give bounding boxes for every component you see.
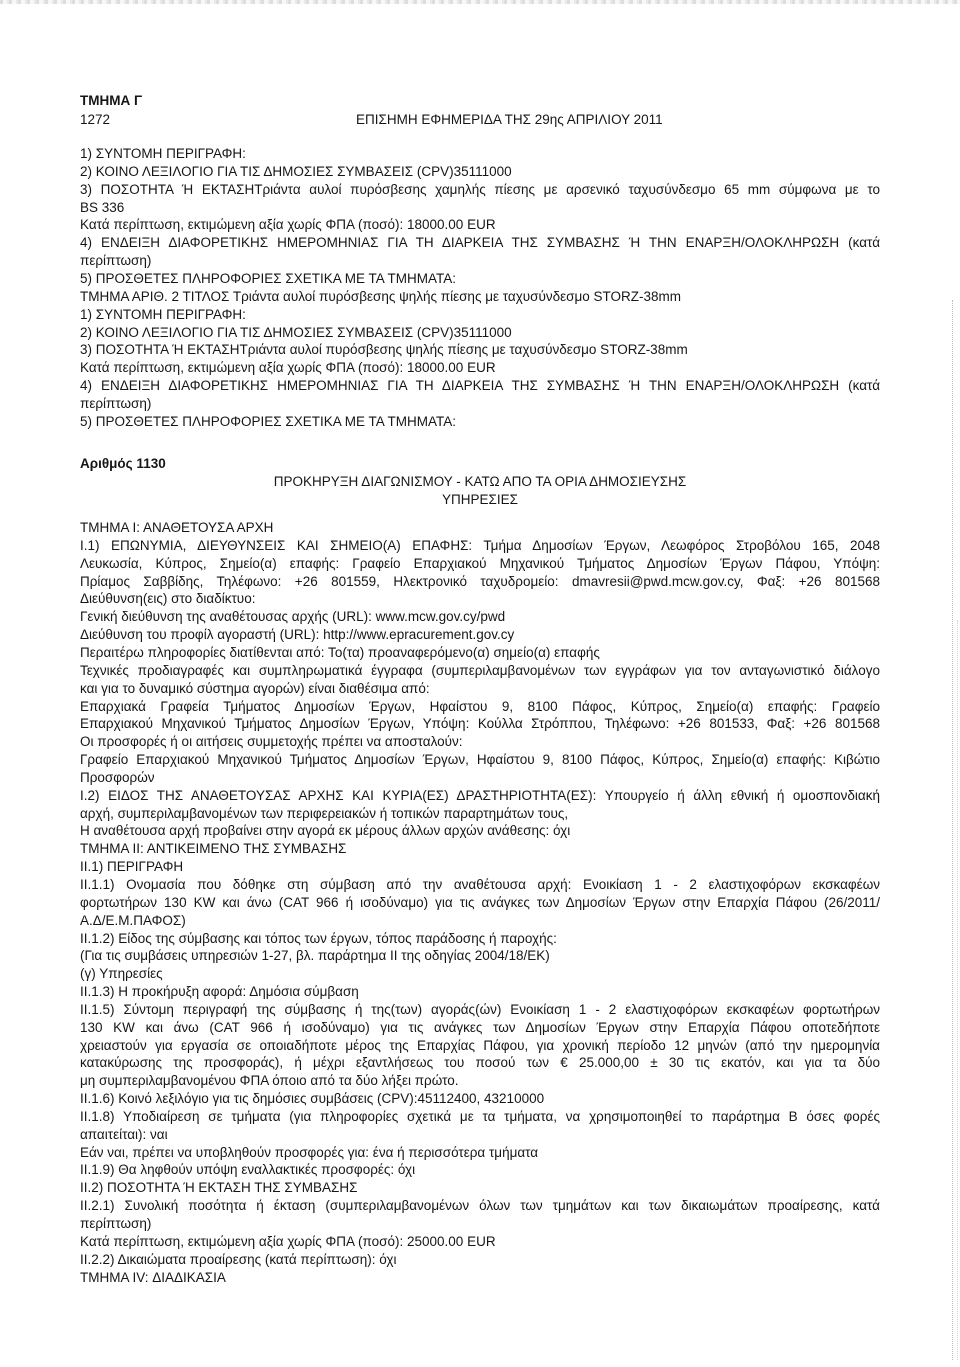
text-line: ΤΜΗΜΑ Ι: ΑΝΑΘΕΤΟΥΣΑ ΑΡΧΗ [80,520,274,536]
text-line: 4) ΕΝΔΕΙΞΗ ΔΙΑΦΟΡΕΤΙΚΗΣ ΗΜΕΡΟΜΗΝΙΑΣ ΓΙΑ ΤΗ ΔΙΑΡΚΕΙΑ ΤΗΣ ΣΥΜΒΑΣΗΣ Ή ΤΗΝ ΕΝΑΡΞΗ/ΟΛΟΚΛΗΡΩΣΗ (κατά [80,378,880,394]
text-line: μη συμπεριλαμβανομένου ΦΠΑ όποιο από τα δύο λήξει πρώτο. [80,1073,459,1089]
text-line: ΙΙ.1.9) Θα ληφθούν υπόψη εναλλακτικές προσφορές: όχι [80,1162,416,1178]
text-line: Κατά περίπτωση, εκτιμώμενη αξία χωρίς ΦΠΑ (ποσό): 18000.00 EUR [80,360,496,376]
notice-number: Αριθμός 1130 [80,456,166,471]
page-header [80,91,880,129]
text-line: ΙΙ.1.5) Σύντομη περιγραφή της σύμβασης ή της(των) αγοράς(ών) Ενοικίαση 1 - 2 ελαστιχοφόρων εκσκαφέων φορτωτήρων [80,1001,880,1017]
text-line: 1) ΣΥΝΤΟΜΗ ΠΕΡΙΓΡΑΦΗ: [80,306,246,322]
text-line: Ι.1) ΕΠΩΝΥΜΙΑ, ΔΙΕΥΘΥΝΣΕΙΣ ΚΑΙ ΣΗΜΕΙΟ(Α) ΕΠΑΦΗΣ: Τμήμα Δημοσίων Έργων, Λεωφόρος Στροβόλου 165, 2048 [80,537,880,553]
section-label: ΤΜΗΜΑ Γ [80,93,143,108]
text-line: Α.Δ/Ε.Μ.ΠΑΦΟΣ) [80,912,186,928]
text-line: Πρίαμος Σαββίδης, Τηλέφωνο: +26 801559, Ηλεκτρονικό ταχυδρομείο: dmavresii@pwd.mcw.gov.cy, Φαξ: +26 801568 [80,573,880,589]
notice-body-text [80,519,880,1286]
text-line: περίπτωση) [80,1216,152,1231]
text-line: BS 336 [80,199,125,215]
text-line: περίπτωση) [80,253,152,269]
text-line: Προσφορών [80,769,155,785]
header-row [80,110,880,129]
text-line: Διεύθυνση του προφίλ αγοραστή (URL): http://www.epracurement.gov.cy [80,627,515,643]
text-line: και για το δυναμικό σύστημα αγορών) είναι διαθέσιμα από: [80,680,430,696]
text-line: χρειαστούν για εργασία σε οποιαδήποτε μέρος της Επαρχίας Πάφου, για χρονική περίοδο 12 μηνών (από την ημερομηνία [80,1037,880,1053]
scan-edge-artifact [952,300,953,1360]
text-line: 3) ΠΟΣΟΤΗΤΑ Ή ΕΚΤΑΣΗΤριάντα αυλοί πυρόσβεσης ψηλής πίεσης με ταχυσύνδεσμο STORZ-38mm [80,342,688,358]
text-line: φορτωτήρων 130 KW και άνω (CAT 966 ή ισοδύναμο) για τις ανάγκες των Δημοσίων Έργων στην Επαρχία Πάφου (26/2011/ [80,894,880,910]
text-line: (γ) Υπηρεσίες [80,966,163,982]
text-line: αρχή, συμπεριλαμβανομένων των περιφερειακών ή τοπικών παραρτημάτων τους, [80,805,569,821]
text-line: 1) ΣΥΝΤΟΜΗ ΠΕΡΙΓΡΑΦΗ: [80,146,246,162]
text-line: Κατά περίπτωση, εκτιμώμενη αξία χωρίς ΦΠΑ (ποσό): 25000.00 EUR [80,1233,496,1249]
text-line: ΙΙ.2.1) Συνολική ποσότητα ή έκταση (συμπεριλαμβανομένων όλων των τμημάτων και των δικαιωμάτων προαίρεσης, κατά [80,1198,880,1214]
text-line: Γενική διεύθυνση της αναθέτουσας αρχής (URL): www.mcw.gov.cy/pwd [80,609,506,625]
text-line: 4) ΕΝΔΕΙΞΗ ΔΙΑΦΟΡΕΤΙΚΗΣ ΗΜΕΡΟΜΗΝΙΑΣ ΓΙΑ ΤΗ ΔΙΑΡΚΕΙΑ ΤΗΣ ΣΥΜΒΑΣΗΣ Ή ΤΗΝ ΕΝΑΡΞΗ/ΟΛΟΚΛΗΡΩΣΗ (κατά [80,235,880,251]
notice-heading [80,455,880,509]
text-line: ΙΙ.2.2) Δικαιώματα προαίρεσης (κατά περίπτωση): όχι [80,1251,397,1267]
text-line: περίπτωση) [80,395,152,411]
text-line: ΙΙ.1.8) Υποδιαίρεση σε τμήματα (για πληροφορίες σχετικά με τα τμήματα, να χρησιμοποιηθεί το παράρτημα Β όσες φορές [80,1108,880,1124]
text-line: 5) ΠΡΟΣΘΕΤΕΣ ΠΛΗΡΟΦΟΡΙΕΣ ΣΧΕΤΙΚΑ ΜΕ ΤΑ ΤΜΗΜΑΤΑ: [80,413,456,429]
text-line: ΤΜΗΜΑ IV: ΔΙΑΔΙΚΑΣΙΑ [80,1269,226,1285]
text-line: ΙΙ.2) ΠΟΣΟΤΗΤΑ Ή ΕΚΤΑΣΗ ΤΗΣ ΣΥΜΒΑΣΗΣ [80,1180,358,1196]
text-line: ΤΜΗΜΑ ΙΙ: ΑΝΤΙΚΕΙΜΕΝΟ ΤΗΣ ΣΥΜΒΑΣΗΣ [80,841,347,857]
text-line: 2) ΚΟΙΝΟ ΛΕΞΙΛΟΓΙΟ ΓΙΑ ΤΙΣ ΔΗΜΟΣΙΕΣ ΣΥΜΒΑΣΕΙΣ (CPV)35111000 [80,163,512,179]
text-line: Λευκωσία, Κύπρος, Σημείο(α) επαφής: Γραφείο Επαρχιακού Μηχανικού Τμήματος Δημοσίων Έργων Πάφου, Υπόψη: [80,555,880,571]
text-line: 3) ΠΟΣΟΤΗΤΑ Ή ΕΚΤΑΣΗΤριάντα αυλοί πυρόσβεσης χαμηλής πίεσης με αρσενικό ταχυσύνδεσμο 65 mm σύμφωνα με το [80,181,880,197]
scan-edge-artifact [957,620,958,1360]
text-line: ΤΜΗΜΑ ΑΡΙΘ. 2 ΤΙΤΛΟΣ Τριάντα αυλοί πυρόσβεσης ψηλής πίεσης με ταχυσύνδεσμο STORZ-38mm [80,288,682,304]
text-line: Περαιτέρω πληροφορίες διατίθενται από: Το(τα) προαναφερόμενο(α) σημείο(α) επαφής [80,645,600,660]
text-line: Διεύθυνση(εις) στο διαδίκτυο: [80,591,256,607]
text-line: απαιτείται): ναι [80,1126,168,1142]
text-line: ΙΙ.1.2) Είδος της σύμβασης και τόπος των έργων, τόπος παράδοσης ή παροχής: [80,930,557,946]
text-line: (Για τις συμβάσεις υπηρεσιών 1-27, βλ. παράρτημα ΙΙ της οδηγίας 2004/18/ΕΚ) [80,948,550,964]
page-number: 1272 [80,112,111,127]
text-line: 5) ΠΡΟΣΘΕΤΕΣ ΠΛΗΡΟΦΟΡΙΕΣ ΣΧΕΤΙΚΑ ΜΕ ΤΑ ΤΜΗΜΑΤΑ: [80,271,456,286]
previous-notice-text [80,145,880,431]
text-line: Κατά περίπτωση, εκτιμώμενη αξία χωρίς ΦΠΑ (ποσό): 18000.00 EUR [80,217,496,233]
text-line: κατακύρωσης της προσφοράς), ή μέχρι εξαντλήσεως του ποσού των € 25.000,00 ± 30 τις εκατόν, και για τα δύο [80,1055,880,1071]
text-line: ΙΙ.1.3) Η προκήρυξη αφορά: Δημόσια σύμβαση [80,984,359,1000]
text-line: Η αναθέτουσα αρχή προβαίνει στην αγορά εκ μέρους άλλων αρχών ανάθεσης: όχι [80,823,571,839]
gazette-title: ΕΠΙΣΗΜΗ ΕΦΗΜΕΡΙΔΑ ΤΗΣ 29ης ΑΠΡΙΛΙΟΥ 2011 [356,112,663,127]
text-line: Ι.2) ΕΙΔΟΣ ΤΗΣ ΑΝΑΘΕΤΟΥΣΑΣ ΑΡΧΗΣ ΚΑΙ ΚΥΡΙΑ(ΕΣ) ΔΡΑΣΤΗΡΙΟΤΗΤΑ(ΕΣ): Υπουργείο ή άλλη εθνική ή ομοσπονδιακή [80,787,880,803]
text-line: Επαρχιακού Μηχανικού Τμήματος Δημοσίων Έργων, Υπόψη: Κούλλα Στρόππου, Τηλέφωνο: +26 801533, Φαξ: +26 801568 [80,716,880,732]
text-line: Γραφείο Επαρχιακού Μηχανικού Τμήματος Δημοσίων Έργων, Ηφαίστου 9, 8100 Πάφος, Κύπρος, Σημείο(α) επαφής: Κιβώτιο [80,752,880,768]
text-line: ΙΙ.1.6) Κοινό λεξιλόγιο για τις δημόσιες συμβάσεις (CPV):45112400, 43210000 [80,1091,545,1107]
notice-title: ΠΡΟΚΗΡΥΞΗ ΔΙΑΓΩΝΙΣΜΟΥ - ΚΑΤΩ ΑΠΟ ΤΑ ΟΡΙΑ ΔΗΜΟΣΙΕΥΣΗΣ [273,473,687,489]
text-line: 130 KW και άνω (CAT 966 ή ισοδύναμο) για τις ανάγκες των Δημοσίων Έργων στην Επαρχία Πάφου οποτεδήποτε [80,1019,880,1035]
text-line: ΙΙ.1) ΠΕΡΙΓΡΑΦΗ [80,859,184,875]
text-line: Επαρχιακά Γραφεία Τμήματος Δημοσίων Έργων, Ηφαίστου 9, 8100 Πάφος, Κύπρος, Σημείο(α) επαφής: Γραφείο [80,698,880,714]
notice-subtitle: ΥΠΗΡΕΣΙΕΣ [442,491,518,507]
text-line: Εάν ναι, πρέπει να υποβληθούν προσφορές για: ένα ή περισσότερα τμήματα [80,1144,539,1160]
text-line: Τεχνικές προδιαγραφές και συμπληρωματικά έγγραφα (συμπεριλαμβανομένων των εγγράφων για τον ανταγωνιστικό διάλογο [80,662,880,678]
scan-edge-artifact [0,0,960,4]
text-line: ΙΙ.1.1) Ονομασία που δόθηκε στη σύμβαση από την αναθέτουσα αρχή: Ενοικίαση 1 - 2 ελαστιχοφόρων εκσκαφέων [80,876,880,892]
text-line: 2) ΚΟΙΝΟ ΛΕΞΙΛΟΓΙΟ ΓΙΑ ΤΙΣ ΔΗΜΟΣΙΕΣ ΣΥΜΒΑΣΕΙΣ (CPV)35111000 [80,324,512,340]
text-line: Οι προσφορές ή οι αιτήσεις συμμετοχής πρέπει να αποσταλούν: [80,734,463,750]
